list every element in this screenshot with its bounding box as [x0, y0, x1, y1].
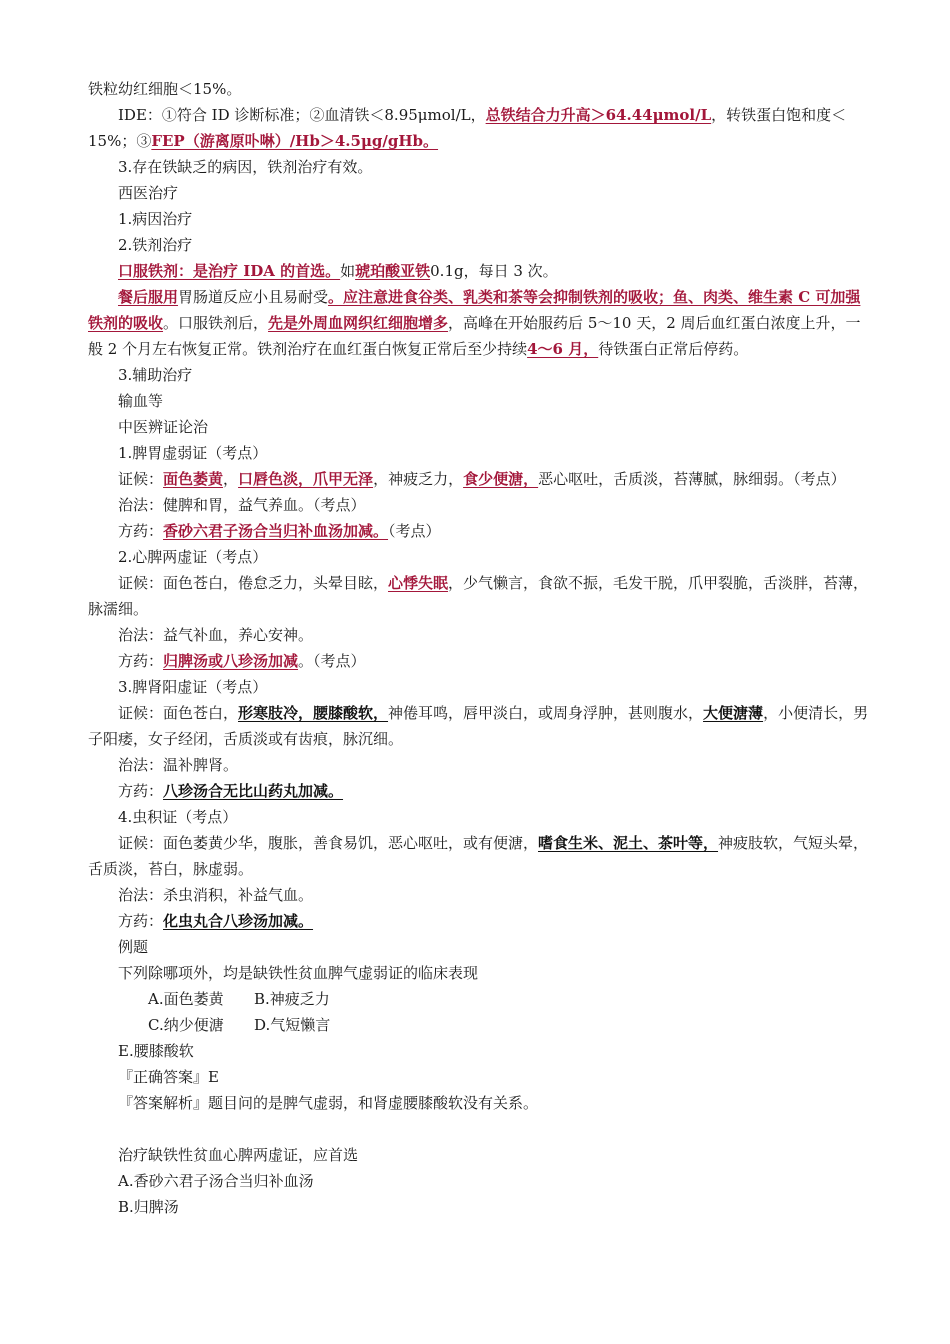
paragraph — [88, 700, 872, 752]
text-run: IDE：①符合 ID 诊断标准；②血清铁＜8.95μmol/L， — [118, 106, 486, 124]
text-run: 0.1g，每日 3 次。 — [430, 262, 558, 280]
text-run: 治法：益气补血，养心安神。 — [118, 626, 314, 644]
text-run: 待铁蛋白正常后停药。 — [598, 340, 749, 358]
emphasis-text: 归脾汤或八珍汤加减 — [163, 652, 299, 670]
text-run: 『正确答案』E — [118, 1068, 219, 1086]
text-run: E.腰膝酸软 — [118, 1042, 194, 1060]
paragraph — [88, 778, 872, 804]
emphasis-text: FEP（游离原卟啉）/Hb＞4.5μg/gHb。 — [151, 132, 439, 150]
text-run: 神倦耳鸣，唇甲淡白，或周身浮肿，甚则腹水， — [388, 704, 704, 722]
text-run: 1.病因治疗 — [118, 210, 193, 228]
paragraph — [88, 440, 872, 466]
paragraph — [88, 648, 872, 674]
paragraph — [88, 1194, 872, 1220]
text-run: 证候：面色萎黄少华，腹胀，善食易饥，恶心呕吐，或有便溏， — [118, 834, 539, 852]
emphasis-text: 食少便溏， — [463, 470, 539, 488]
text-run: 3.存在铁缺乏的病因，铁剂治疗有效。 — [118, 158, 373, 176]
text-run: 西医治疗 — [118, 184, 179, 202]
emphasis-text: 琥珀酸亚铁 — [355, 262, 431, 280]
paragraph — [88, 492, 872, 518]
text-run: 胃肠道反应小且易耐受 — [178, 288, 329, 306]
emphasis-text: 形寒肢冷，腰膝酸软， — [238, 704, 389, 722]
text-run: 治疗缺铁性贫血心脾两虚证，应首选 — [118, 1146, 359, 1164]
emphasis-text: 4～6 月， — [527, 340, 599, 358]
text-run: 下列除哪项外，均是缺铁性贫血脾气虚弱证的临床表现 — [118, 964, 479, 982]
paragraph — [88, 1012, 872, 1038]
text-run: （考点） — [388, 522, 441, 540]
paragraph — [88, 1090, 872, 1116]
text-run: ， — [223, 470, 239, 488]
emphasis-text: 面色萎黄 — [163, 470, 224, 488]
paragraph — [88, 76, 872, 102]
text-run: 例题 — [118, 938, 149, 956]
text-run: 。口服铁剂后， — [163, 314, 269, 332]
document-body — [88, 76, 872, 1220]
paragraph — [88, 388, 872, 414]
text-run: 2.心脾两虚证（考点） — [118, 548, 268, 566]
paragraph — [88, 102, 872, 154]
paragraph — [88, 180, 872, 206]
text-run: 证候：面色苍白，倦怠乏力，头晕目眩， — [118, 574, 389, 592]
paragraph — [88, 804, 872, 830]
paragraph — [88, 674, 872, 700]
text-run: 治法：温补脾肾。 — [118, 756, 239, 774]
option-text: C.纳少便溏 — [148, 1016, 224, 1034]
text-run: ，神疲乏力， — [373, 470, 464, 488]
paragraph — [88, 284, 872, 362]
paragraph — [88, 960, 872, 986]
text-run: 中医辨证论治 — [118, 418, 209, 436]
text-run: 方药： — [118, 782, 164, 800]
paragraph — [88, 934, 872, 960]
text-run: ，小便清长，男子阳痿，女子经闭，舌质淡或有齿痕，脉沉细。 — [88, 704, 869, 748]
text-run: 方药： — [118, 522, 164, 540]
text-run: 3.脾肾阳虚证（考点） — [118, 678, 268, 696]
emphasis-text: 香砂六君子汤合当归补血汤加减。 — [163, 522, 389, 540]
paragraph — [88, 1038, 872, 1064]
text-run: 4.虫积证（考点） — [118, 808, 238, 826]
paragraph — [88, 466, 872, 492]
text-run: 3.辅助治疗 — [118, 366, 193, 384]
text-run: 如 — [340, 262, 356, 280]
emphasis-text: 总铁结合力升高＞64.44μmol/L — [485, 106, 712, 124]
option-text: A.面色萎黄 — [148, 990, 224, 1008]
text-run: 铁粒幼红细胞＜15%。 — [88, 80, 242, 98]
paragraph — [88, 258, 872, 284]
emphasis-text: 。应注意进食谷类、乳类和茶等会抑制铁剂的吸收；鱼、肉类、维生素 C 可加强铁剂的吸收 — [88, 288, 861, 332]
paragraph — [88, 544, 872, 570]
text-run: 证候：面色苍白， — [118, 704, 239, 722]
emphasis-text: 心悸失眠 — [388, 574, 449, 592]
text-run: 证候： — [118, 470, 164, 488]
text-run: D.气短懒言 — [254, 1016, 331, 1034]
paragraph — [88, 1064, 872, 1090]
paragraph — [88, 362, 872, 388]
text-run: 方药： — [118, 912, 164, 930]
emphasis-text: 化虫丸合八珍汤加减。 — [163, 912, 314, 930]
paragraph — [88, 986, 872, 1012]
text-run: 方药： — [118, 652, 164, 670]
text-run: 治法：健脾和胃，益气养血。（考点） — [118, 496, 366, 514]
text-run: 『答案解析』题目问的是脾气虚弱，和肾虚腰膝酸软没有关系。 — [118, 1094, 539, 1112]
emphasis-text: 口服铁剂：是治疗 IDA 的首选。 — [118, 262, 341, 280]
emphasis-text: 先是外周血网织红细胞增多 — [268, 314, 449, 332]
emphasis-text: 口唇色淡，爪甲无泽 — [238, 470, 374, 488]
emphasis-text: 八珍汤合无比山药丸加减。 — [163, 782, 344, 800]
paragraph — [88, 206, 872, 232]
paragraph — [88, 414, 872, 440]
text-run: 神疲肢软，气短头晕，舌质淡，苔白，脉虚弱。 — [88, 834, 869, 878]
emphasis-text: 餐后服用 — [118, 288, 179, 306]
paragraph — [88, 752, 872, 778]
paragraph — [88, 232, 872, 258]
text-run: 治法：杀虫消积，补益气血。 — [118, 886, 314, 904]
text-run: B.归脾汤 — [118, 1198, 179, 1216]
emphasis-text: 嗜食生米、泥土、茶叶等， — [538, 834, 719, 852]
paragraph — [88, 882, 872, 908]
paragraph — [88, 570, 872, 622]
text-run: 恶心呕吐，舌质淡，苔薄腻，脉细弱。（考点） — [538, 470, 846, 488]
emphasis-text: 大便溏薄 — [703, 704, 764, 722]
text-run: 2.铁剂治疗 — [118, 236, 193, 254]
paragraph — [88, 830, 872, 882]
text-run: ，转铁蛋白饱和度＜15%；③ — [88, 106, 847, 150]
paragraph — [88, 1168, 872, 1194]
blank-line — [88, 1116, 872, 1142]
paragraph — [88, 154, 872, 180]
paragraph — [88, 908, 872, 934]
text-run: 输血等 — [118, 392, 164, 410]
text-run: 1.脾胃虚弱证（考点） — [118, 444, 268, 462]
text-run: A.香砂六君子汤合当归补血汤 — [118, 1172, 314, 1190]
text-run: B.神疲乏力 — [254, 990, 330, 1008]
paragraph — [88, 1142, 872, 1168]
paragraph — [88, 622, 872, 648]
paragraph — [88, 518, 872, 544]
text-run: ，高峰在开始服药后 5～10 天，2 周后血红蛋白浓度上升，一般 2 个月左右恢复正常。铁剂治疗在血红蛋白恢复正常后至少持续 — [88, 314, 861, 358]
text-run: 。（考点） — [298, 652, 366, 670]
text-run: ，少气懒言，食欲不振，毛发干脱，爪甲裂脆，舌淡胖，苔薄，脉濡细。 — [88, 574, 869, 618]
